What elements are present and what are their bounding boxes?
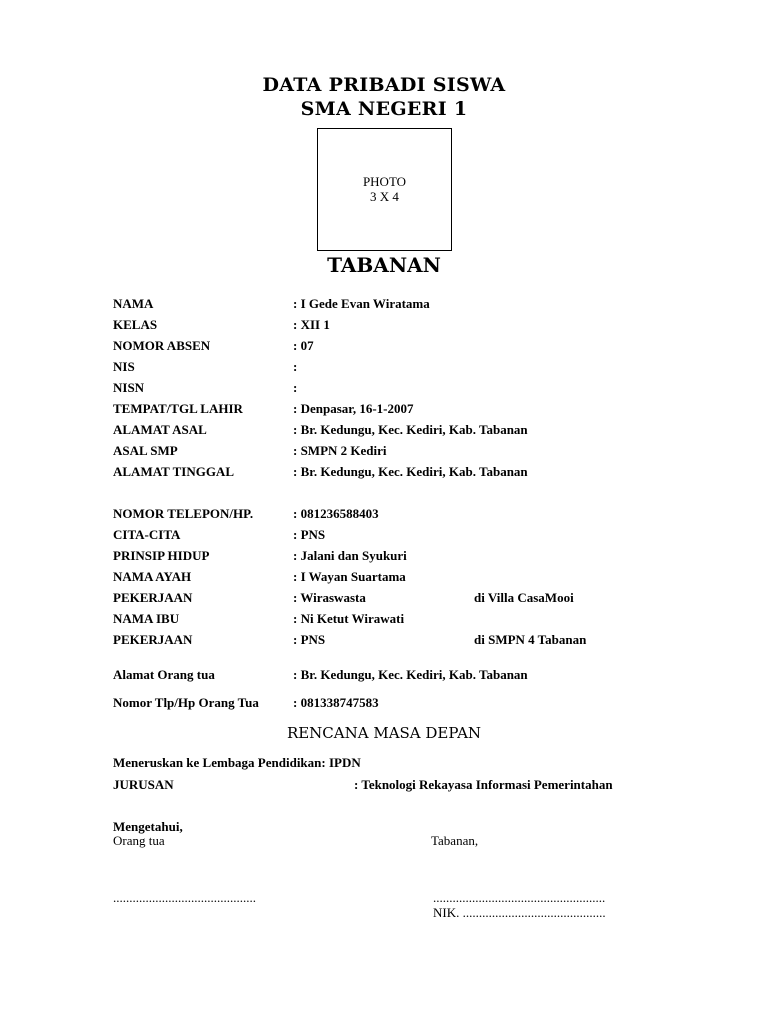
- field-value: : PNS: [293, 527, 326, 542]
- field-label: NAMA AYAH: [113, 569, 192, 584]
- major-value: : Teknologi Rekayasa Informasi Pemerintahan: [354, 777, 613, 792]
- field-label: NOMOR ABSEN: [113, 338, 211, 353]
- field-value: : 07: [293, 338, 314, 353]
- school-name: SMA NEGERI 1: [300, 98, 468, 120]
- photo-placeholder: [317, 128, 452, 251]
- field-label: PEKERJAAN: [113, 590, 193, 605]
- field-value: : I Wayan Suartama: [293, 569, 406, 584]
- field-value: : SMPN 2 Kediri: [293, 443, 387, 458]
- field-value: : XII 1: [293, 317, 330, 332]
- field-label: CITA-CITA: [113, 527, 181, 542]
- city-heading: TABANAN: [327, 253, 441, 277]
- field-label: NIS: [113, 359, 135, 374]
- field-label: PEKERJAAN: [113, 632, 193, 647]
- field-label: Nomor Tlp/Hp Orang Tua: [113, 695, 259, 710]
- section-heading-future-plan: RENCANA MASA DEPAN: [286, 724, 482, 742]
- nik-line: NIK. ............................................: [433, 905, 606, 920]
- field-label: ASAL SMP: [113, 443, 178, 458]
- field-label: NOMOR TELEPON/HP.: [113, 506, 254, 521]
- field-value: :: [293, 359, 298, 374]
- photo-label: PHOTO: [362, 174, 407, 189]
- document-title: DATA PRIBADI SISWA: [262, 74, 506, 96]
- parent-signature-line: ............................................: [113, 890, 256, 905]
- field-value: : I Gede Evan Wiratama: [293, 296, 430, 311]
- place-label: Tabanan,: [431, 833, 479, 848]
- field-label: NAMA: [113, 296, 154, 311]
- field-value: : 081236588403: [293, 506, 379, 521]
- field-value: : Wiraswasta: [293, 590, 366, 605]
- field-value: : Br. Kedungu, Kec. Kediri, Kab. Tabanan: [293, 464, 528, 479]
- student-signature-line: .....................................................: [433, 890, 606, 905]
- field-workplace: di SMPN 4 Tabanan: [474, 632, 587, 647]
- field-label: TEMPAT/TGL LAHIR: [113, 401, 243, 416]
- field-value: : Ni Ketut Wirawati: [293, 611, 405, 626]
- field-label: NAMA IBU: [113, 611, 180, 626]
- field-value: : PNS: [293, 632, 326, 647]
- photo-size: 3 X 4: [370, 189, 399, 204]
- field-value: : Denpasar, 16-1-2007: [293, 401, 414, 416]
- field-label: Alamat Orang tua: [113, 667, 215, 682]
- institution-line: Meneruskan ke Lembaga Pendidikan: IPDN: [113, 755, 361, 770]
- field-value: : 081338747583: [293, 695, 379, 710]
- major-label: JURUSAN: [113, 777, 174, 792]
- field-value: : Br. Kedungu, Kec. Kediri, Kab. Tabanan: [293, 667, 528, 682]
- field-label: PRINSIP HIDUP: [113, 548, 210, 563]
- field-label: ALAMAT TINGGAL: [113, 464, 234, 479]
- parent-label: Orang tua: [113, 833, 165, 848]
- field-value: : Jalani dan Syukuri: [293, 548, 407, 563]
- field-value: :: [293, 380, 298, 395]
- field-label: ALAMAT ASAL: [113, 422, 207, 437]
- field-label: KELAS: [113, 317, 158, 332]
- field-label: NISN: [113, 380, 145, 395]
- field-value: : Br. Kedungu, Kec. Kediri, Kab. Tabanan: [293, 422, 528, 437]
- field-workplace: di Villa CasaMooi: [474, 590, 574, 605]
- acknowledged-label: Mengetahui,: [113, 819, 183, 834]
